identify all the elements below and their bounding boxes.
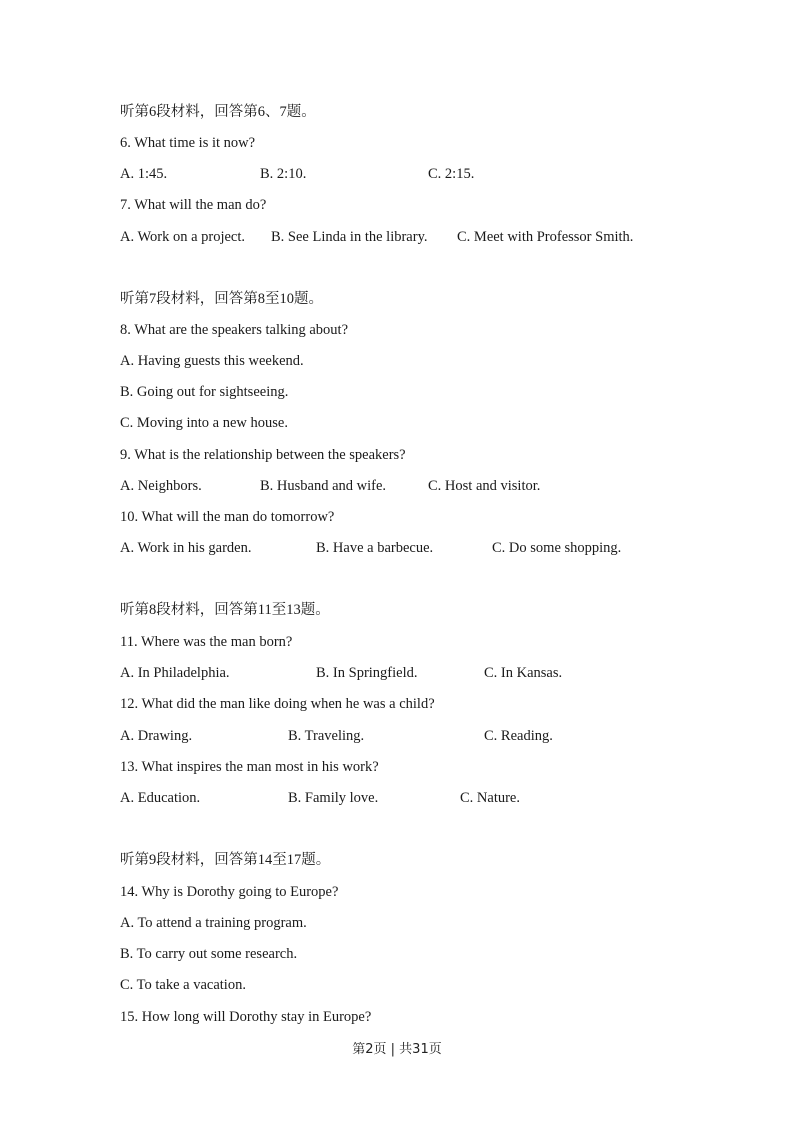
option-c: C. Meet with Professor Smith. xyxy=(457,229,634,245)
option-b: B. See Linda in the library. xyxy=(271,229,428,245)
option-b: B. Have a barbecue. xyxy=(316,540,434,556)
option-a: A. 1:45. xyxy=(120,166,168,182)
option-a: A. Drawing. xyxy=(120,728,193,744)
option-line: B. To carry out some research. xyxy=(120,946,298,962)
option-b: B. Husband and wife. xyxy=(260,478,387,494)
page-footer: 第2页 | 共31页 xyxy=(352,1042,442,1057)
option-b: B. Traveling. xyxy=(288,728,365,744)
question-text: 10. What will the man do tomorrow? xyxy=(120,509,335,525)
option-c: C. Do some shopping. xyxy=(492,540,622,556)
option-line: B. Going out for sightseeing. xyxy=(120,384,289,400)
option-b: B. Family love. xyxy=(288,790,379,806)
option-c: C. Host and visitor. xyxy=(428,478,541,494)
option-c: C. 2:15. xyxy=(428,166,475,182)
option-line: A. Having guests this weekend. xyxy=(120,353,304,369)
section-heading: 听第7段材料，回答第8至10题。 xyxy=(120,291,323,307)
section-heading: 听第6段材料，回答第6、7题。 xyxy=(120,104,316,120)
option-c: C. Reading. xyxy=(484,728,553,744)
option-a: A. Education. xyxy=(120,790,201,806)
question-text: 8. What are the speakers talking about? xyxy=(120,322,349,338)
option-line: A. To attend a training program. xyxy=(120,915,307,931)
option-a: A. Neighbors. xyxy=(120,478,202,494)
option-line: C. To take a vacation. xyxy=(120,977,246,993)
question-text: 7. What will the man do? xyxy=(120,197,267,213)
question-text: 15. How long will Dorothy stay in Europe? xyxy=(120,1009,372,1025)
question-text: 6. What time is it now? xyxy=(120,135,256,151)
question-text: 14. Why is Dorothy going to Europe? xyxy=(120,884,339,900)
question-text: 11. Where was the man born? xyxy=(120,634,293,650)
option-a: A. In Philadelphia. xyxy=(120,665,230,681)
question-text: 12. What did the man like doing when he was a child? xyxy=(120,696,435,712)
option-c: C. In Kansas. xyxy=(484,665,563,681)
section-heading: 听第9段材料，回答第14至17题。 xyxy=(120,852,331,868)
question-text: 9. What is the relationship between the speakers? xyxy=(120,447,406,463)
option-a: A. Work in his garden. xyxy=(120,540,252,556)
option-b: B. In Springfield. xyxy=(316,665,418,681)
question-text: 13. What inspires the man most in his work? xyxy=(120,759,379,775)
option-line: C. Moving into a new house. xyxy=(120,415,288,431)
section-heading: 听第8段材料，回答第11至13题。 xyxy=(120,602,330,618)
option-a: A. Work on a project. xyxy=(120,229,246,245)
option-b: B. 2:10. xyxy=(260,166,307,182)
option-c: C. Nature. xyxy=(460,790,520,806)
